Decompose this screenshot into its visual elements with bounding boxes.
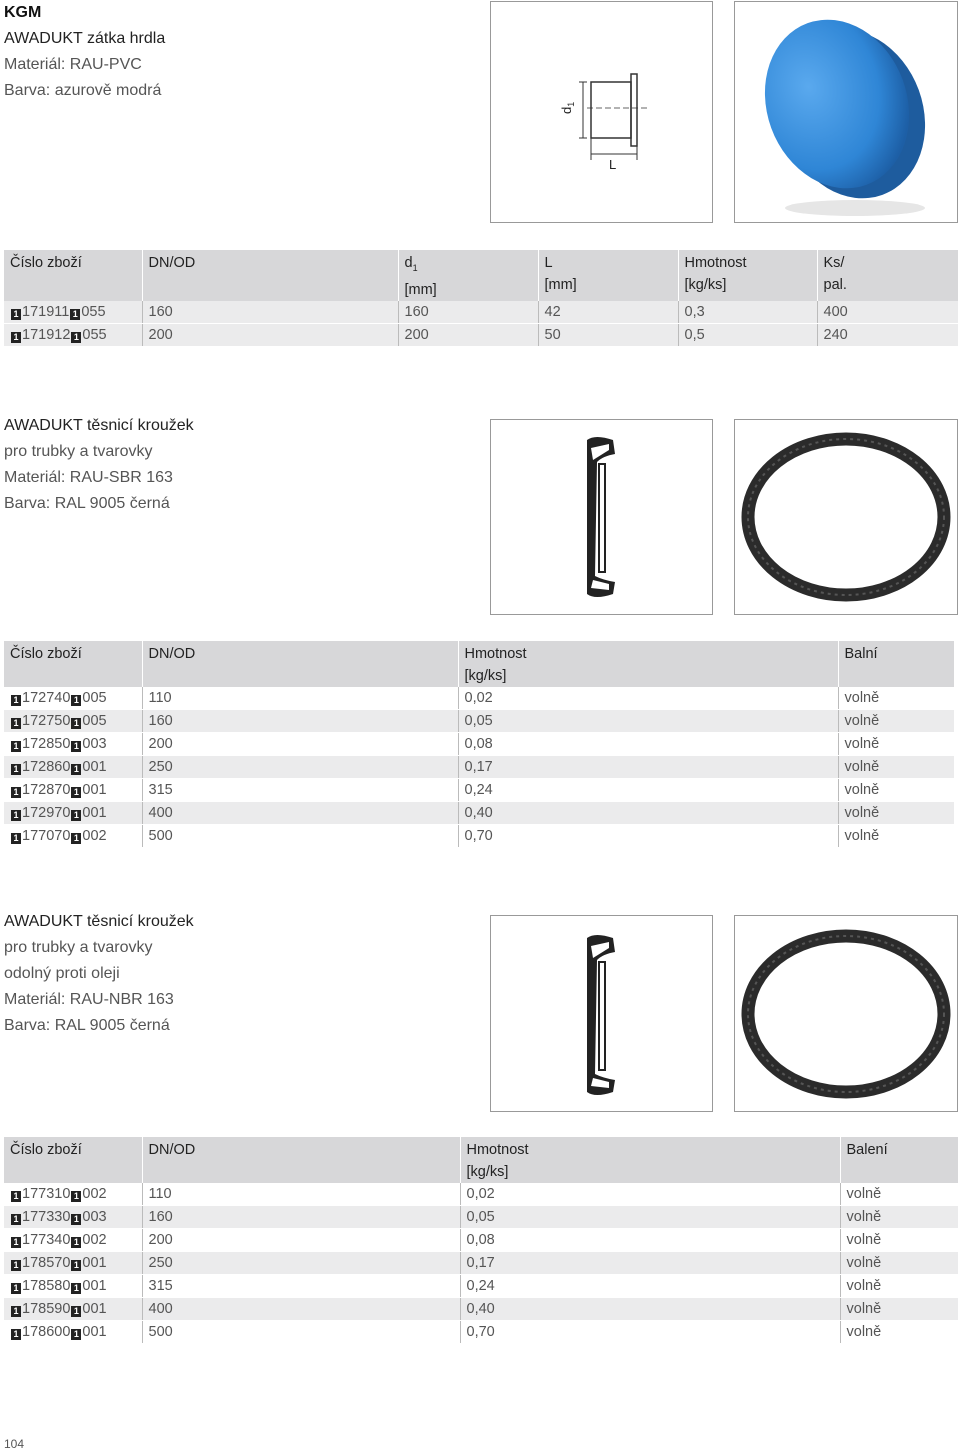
pack-cell: volně bbox=[840, 1321, 958, 1344]
dn-cell: 500 bbox=[142, 1321, 460, 1344]
col-header-weight: Hmotnost [kg/ks] bbox=[678, 250, 817, 301]
table-row bbox=[4, 1183, 958, 1206]
pack-cell: volně bbox=[838, 756, 954, 779]
table-header bbox=[4, 250, 958, 301]
code-cell: 1 177330 1 003 bbox=[4, 1206, 142, 1229]
dn-cell: 315 bbox=[142, 1275, 460, 1298]
nbr-ring-photo-box bbox=[734, 915, 958, 1112]
code-cell: 1 177070 1 002 bbox=[4, 825, 142, 848]
pack-cell: volně bbox=[840, 1252, 958, 1275]
section3-text bbox=[4, 909, 194, 1039]
table-row bbox=[4, 1321, 958, 1344]
nbr-ring-profile-box bbox=[490, 915, 713, 1112]
weight-cell: 0,70 bbox=[460, 1321, 840, 1344]
section3-line: Materiál: RAU-NBR 163 bbox=[4, 991, 174, 1008]
l-label: L bbox=[609, 157, 617, 172]
pack-cell: volně bbox=[838, 710, 954, 733]
table-row bbox=[4, 1206, 958, 1229]
col-header-pallet: Ks/ pal. bbox=[817, 250, 958, 301]
code-cell: 1 172850 1 003 bbox=[4, 733, 142, 756]
product-color: Barva: azurově modrá bbox=[4, 82, 162, 99]
code-cell: 1 177340 1 002 bbox=[4, 1229, 142, 1252]
pack-cell: volně bbox=[838, 733, 954, 756]
pallet-cell: 240 bbox=[817, 323, 958, 346]
code-cell: 1 178580 1 001 bbox=[4, 1275, 142, 1298]
weight-cell: 0,08 bbox=[458, 733, 838, 756]
code-cell: 1 172750 1 005 bbox=[4, 710, 142, 733]
weight-cell: 0,02 bbox=[458, 687, 838, 710]
l-cell: 42 bbox=[538, 301, 678, 324]
section2-table bbox=[4, 641, 954, 848]
col-header-pack: Balení bbox=[840, 1137, 958, 1183]
section2-line: Barva: RAL 9005 černá bbox=[4, 495, 170, 512]
blue-cap-photo bbox=[735, 2, 957, 222]
col-header-dn: DN/OD bbox=[142, 250, 398, 301]
d1-label-sub: 1 bbox=[566, 101, 576, 107]
product-material: Materiál: RAU-PVC bbox=[4, 56, 142, 73]
code-cell: 1 178600 1 001 bbox=[4, 1321, 142, 1344]
pack-cell: volně bbox=[840, 1298, 958, 1321]
pack-cell: volně bbox=[838, 687, 954, 710]
pack-cell: volně bbox=[840, 1229, 958, 1252]
col-header-code: Číslo zboží bbox=[4, 250, 142, 301]
pack-cell: volně bbox=[838, 779, 954, 802]
weight-cell: 0,40 bbox=[460, 1298, 840, 1321]
d1-cell: 160 bbox=[398, 301, 538, 324]
dn-cell: 315 bbox=[142, 779, 458, 802]
dn-cell: 400 bbox=[142, 802, 458, 825]
section2-line: pro trubky a tvarovky bbox=[4, 443, 153, 460]
section2-text bbox=[4, 413, 194, 517]
product-title: AWADUKT zátka hrdla bbox=[4, 30, 166, 47]
dn-cell: 500 bbox=[142, 825, 458, 848]
d1-label-main: d bbox=[559, 106, 574, 114]
section2-title: AWADUKT těsnicí kroužek bbox=[4, 417, 194, 434]
code-cell: 1 171912 1 055 bbox=[4, 323, 142, 346]
section3-line: Barva: RAL 9005 černá bbox=[4, 1017, 170, 1034]
weight-cell: 0,5 bbox=[678, 323, 817, 346]
dn-cell: 160 bbox=[142, 301, 398, 324]
section3-title: AWADUKT těsnicí kroužek bbox=[4, 913, 194, 930]
black-ring-photo bbox=[735, 420, 957, 614]
pack-cell: volně bbox=[840, 1183, 958, 1206]
table-row bbox=[4, 1252, 958, 1275]
table-row bbox=[4, 710, 954, 733]
weight-cell: 0,05 bbox=[458, 710, 838, 733]
code-cell: 1 178590 1 001 bbox=[4, 1298, 142, 1321]
table-row bbox=[4, 779, 954, 802]
pack-cell: volně bbox=[840, 1275, 958, 1298]
section3-line: odolný proti oleji bbox=[4, 965, 120, 982]
table-row bbox=[4, 802, 954, 825]
table-row bbox=[4, 756, 954, 779]
cap-technical-drawing bbox=[491, 2, 712, 222]
section2-line: Materiál: RAU-SBR 163 bbox=[4, 469, 173, 486]
col-header-pack: Balní bbox=[838, 641, 954, 687]
section3-table bbox=[4, 1137, 958, 1344]
weight-cell: 0,40 bbox=[458, 802, 838, 825]
dn-cell: 200 bbox=[142, 323, 398, 346]
ring-profile-drawing bbox=[491, 420, 712, 614]
ring-photo-box bbox=[734, 419, 958, 615]
table-row bbox=[4, 1298, 958, 1321]
weight-cell: 0,3 bbox=[678, 301, 817, 324]
dn-cell: 400 bbox=[142, 1298, 460, 1321]
dn-cell: 160 bbox=[142, 710, 458, 733]
table-row bbox=[4, 323, 958, 346]
product-code: KGM bbox=[4, 4, 42, 21]
weight-cell: 0,24 bbox=[458, 779, 838, 802]
table-row bbox=[4, 1229, 958, 1252]
dn-cell: 200 bbox=[142, 733, 458, 756]
code-cell: 1 172740 1 005 bbox=[4, 687, 142, 710]
l-cell: 50 bbox=[538, 323, 678, 346]
code-cell: 1 178570 1 001 bbox=[4, 1252, 142, 1275]
table-header bbox=[4, 1137, 958, 1183]
nbr-ring-profile-drawing bbox=[491, 916, 712, 1111]
dn-cell: 110 bbox=[142, 687, 458, 710]
pallet-cell: 400 bbox=[817, 301, 958, 324]
section1-text bbox=[4, 0, 165, 104]
dn-cell: 250 bbox=[142, 756, 458, 779]
d1-label bbox=[559, 102, 576, 114]
dn-cell: 200 bbox=[142, 1229, 460, 1252]
nbr-black-ring-photo bbox=[735, 916, 957, 1111]
col-header-dn: DN/OD bbox=[142, 1137, 460, 1183]
section3-line: pro trubky a tvarovky bbox=[4, 939, 153, 956]
col-header-code: Číslo zboží bbox=[4, 1137, 142, 1183]
d1-cell: 200 bbox=[398, 323, 538, 346]
pack-cell: volně bbox=[840, 1206, 958, 1229]
code-cell: 1 171911 1 055 bbox=[4, 301, 142, 324]
table-row bbox=[4, 301, 958, 324]
dn-cell: 110 bbox=[142, 1183, 460, 1206]
pack-cell: volně bbox=[838, 825, 954, 848]
col-header-d1: $d_1$ [mm] bbox=[398, 250, 538, 301]
code-cell: 1 172860 1 001 bbox=[4, 756, 142, 779]
table-header bbox=[4, 641, 954, 687]
pack-cell: volně bbox=[838, 802, 954, 825]
ring-profile-box bbox=[490, 419, 713, 615]
col-header-l: L [mm] bbox=[538, 250, 678, 301]
weight-cell: 0,17 bbox=[460, 1252, 840, 1275]
weight-cell: 0,17 bbox=[458, 756, 838, 779]
col-header-code: Číslo zboží bbox=[4, 641, 142, 687]
table-row bbox=[4, 1275, 958, 1298]
section1-table bbox=[4, 250, 958, 347]
table-row bbox=[4, 687, 954, 710]
col-header-weight: Hmotnost [kg/ks] bbox=[460, 1137, 840, 1183]
cap-photo-box bbox=[734, 1, 958, 223]
dn-cell: 250 bbox=[142, 1252, 460, 1275]
col-header-dn: DN/OD bbox=[142, 641, 458, 687]
col-header-weight: Hmotnost [kg/ks] bbox=[458, 641, 838, 687]
weight-cell: 0,02 bbox=[460, 1183, 840, 1206]
cap-drawing-box bbox=[490, 1, 713, 223]
table-row bbox=[4, 825, 954, 848]
weight-cell: 0,05 bbox=[460, 1206, 840, 1229]
weight-cell: 0,24 bbox=[460, 1275, 840, 1298]
code-cell: 1 177310 1 002 bbox=[4, 1183, 142, 1206]
weight-cell: 0,08 bbox=[460, 1229, 840, 1252]
table-row bbox=[4, 733, 954, 756]
weight-cell: 0,70 bbox=[458, 825, 838, 848]
page-number: 104 bbox=[4, 1437, 25, 1451]
dn-cell: 160 bbox=[142, 1206, 460, 1229]
code-cell: 1 172970 1 001 bbox=[4, 802, 142, 825]
code-cell: 1 172870 1 001 bbox=[4, 779, 142, 802]
